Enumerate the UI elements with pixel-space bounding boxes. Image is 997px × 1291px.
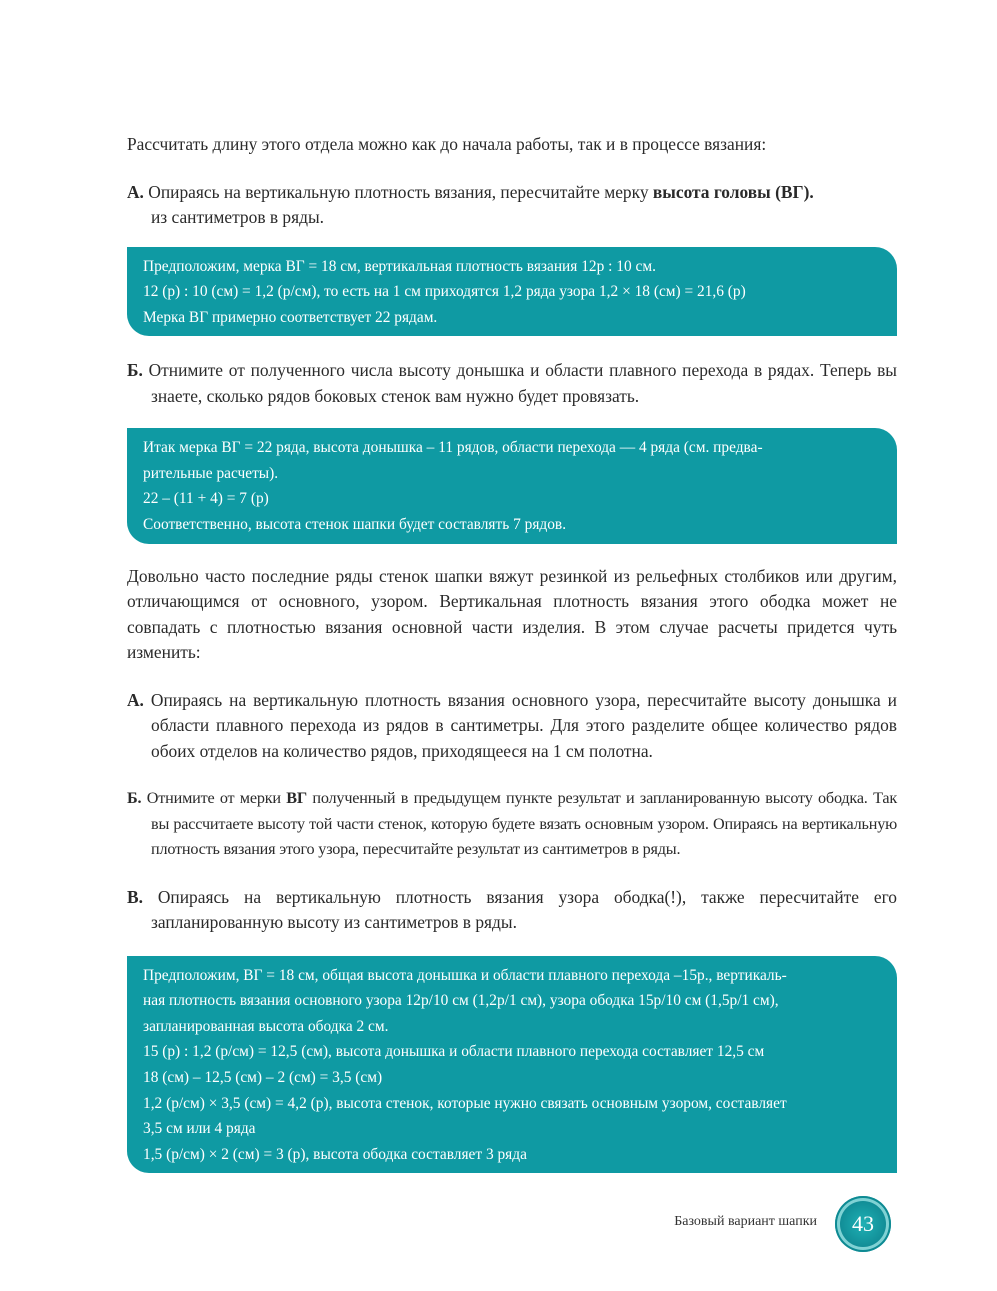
example-box-1 bbox=[127, 247, 897, 337]
box-line: Предположим, ВГ = 18 см, общая высота донышка и области плавного перехода –15р., вертикаль- bbox=[143, 966, 787, 984]
step-a-convert-cm bbox=[127, 688, 897, 765]
example-box-3 bbox=[127, 956, 897, 1174]
page-content bbox=[127, 132, 897, 1173]
step-text-continued: из сантиметров в ряды. bbox=[151, 207, 325, 227]
step-v-band-height bbox=[127, 885, 897, 936]
box-line: запланированная высота ободка 2 см. bbox=[143, 1017, 389, 1035]
page-number: 43 bbox=[852, 1211, 874, 1236]
box-line: Итак мерка ВГ = 22 ряда, высота донышка – 11 рядов, области перехода — 4 ряда (см. предва- bbox=[143, 439, 763, 457]
step-marker: А. bbox=[127, 181, 144, 202]
box-line: Соответственно, высота стенок шапки будет составлять 7 рядов. bbox=[143, 516, 567, 534]
box-line: 18 (см) – 12,5 (см) – 2 (см) = 3,5 (см) bbox=[143, 1069, 383, 1087]
box-line: 22 – (11 + 4) = 7 (р) bbox=[143, 490, 269, 508]
step-marker: Б. bbox=[127, 360, 143, 381]
box-line: 1,2 (р/см) × 3,5 (см) = 4,2 (р), высота стенок, которые нужно связать основным узором, составляет bbox=[143, 1094, 787, 1112]
step-marker: А. bbox=[127, 689, 144, 710]
box-line: 1,5 (р/см) × 2 (см) = 3 (р), высота ободка составляет 3 ряда bbox=[143, 1145, 527, 1163]
intro-paragraph: Рассчитать длину этого отдела можно как до начала работы, так и в процессе вязания: bbox=[127, 134, 767, 154]
box-line: рительные расчеты). bbox=[143, 464, 279, 482]
step-text: Опираясь на вертикальную плотность вязания основного узора, пересчитайте высоту донышка и области плавного перехода из рядов в сантиметры. Для этого разделите общее количество рядов обоих отделов на количество рядов, приходящееся на 1 см полотна. bbox=[150, 689, 897, 761]
box-line: Мерка ВГ примерно соответствует 22 рядам. bbox=[143, 308, 438, 326]
body-paragraph: Довольно часто последние ряды стенок шапки вяжут резинкой из рельефных столбиков или другим, отличающимся от основного, узором. Вертикальная плотность вязания этого ободка может не совпадать с плотностью вязания основной части изделия. В этом случае расчеты придется чуть изменить: bbox=[127, 565, 897, 663]
step-text: Опираясь на вертикальную плотность вязания, пересчитайте мерку bbox=[148, 181, 649, 202]
step-text-continued: полученный в предыдущем пункте результат и запланированную высоту ободка. Так вы рассчитаете высоту той части стенок, которую будете вязать основным узором. Опираясь на вертикальную плотность вязания этого узора, пересчитайте результат из сантиметров в ряды. bbox=[151, 789, 897, 859]
example-box-2 bbox=[127, 428, 897, 543]
page-number-badge bbox=[835, 1196, 891, 1252]
section-title: Базовый вариант шапки bbox=[674, 1214, 817, 1229]
box-line: 3,5 см или 4 ряда bbox=[143, 1120, 256, 1138]
step-b-subtract bbox=[127, 358, 897, 409]
step-text: Отнимите от полученного числа высоту донышка и области плавного перехода в рядах. Теперь вы знаете, сколько рядов боковых стенок вам нужно будет провязать. bbox=[148, 360, 897, 406]
step-a-heading-measure bbox=[127, 180, 897, 231]
box-line: Предположим, мерка ВГ = 18 см, вертикальная плотность вязания 12р : 10 см. bbox=[143, 257, 656, 275]
step-b-main-pattern bbox=[127, 786, 897, 863]
box-line: ная плотность вязания основного узора 12р/10 см (1,2р/1 см), узора ободка 15р/10 см (1,5р/1 см), bbox=[143, 992, 779, 1010]
step-bold-term: высота головы (ВГ). bbox=[652, 181, 814, 202]
step-marker: Б. bbox=[127, 789, 142, 808]
step-marker: В. bbox=[127, 886, 143, 907]
box-line: 15 (р) : 1,2 (р/см) = 12,5 (см), высота донышка и области плавного перехода составляет 12,5 см bbox=[143, 1043, 765, 1061]
step-text: Опираясь на вертикальную плотность вязания узора ободка(!), также пересчитайте его запланированную высоту из сантиметров в ряды. bbox=[151, 886, 897, 933]
box-line: 12 (р) : 10 (см) = 1,2 (р/см), то есть на 1 см приходятся 1,2 ряда узора 1,2 × 18 (см) = 21,6 (р) bbox=[143, 283, 746, 301]
step-bold-term: ВГ bbox=[286, 789, 307, 808]
step-text: Отнимите от мерки bbox=[146, 789, 281, 808]
